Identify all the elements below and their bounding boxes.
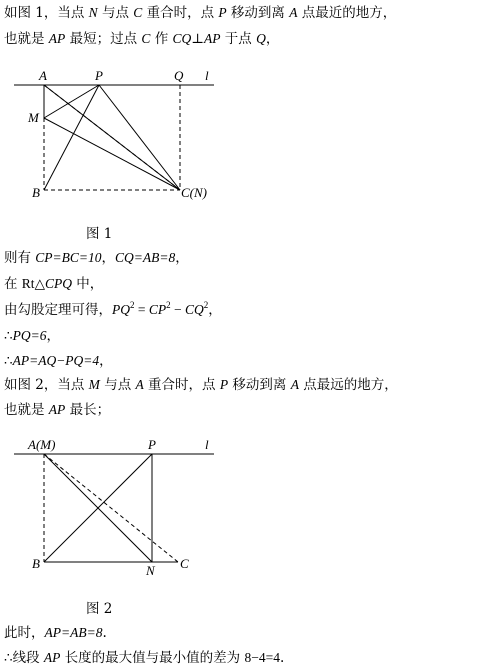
text: 移动到离 <box>226 5 290 21</box>
text: 如图 2，当点 <box>4 377 89 393</box>
label-AM: A(M) <box>28 437 56 452</box>
text: = <box>134 302 149 317</box>
var-C: C <box>141 31 151 46</box>
triangle-symbol: △ <box>34 276 45 291</box>
text-line-9 <box>4 401 110 419</box>
var-N: N <box>88 5 98 20</box>
var-AP: AP <box>48 402 66 417</box>
var-A: A <box>135 377 144 392</box>
text: ， <box>99 353 113 369</box>
figure-2-caption: 图 2 <box>86 601 113 617</box>
text-line-3 <box>4 249 189 267</box>
text: 于点 <box>220 31 257 47</box>
equation: CQ=AB=8 <box>115 250 176 265</box>
var-CQ: CQ <box>185 302 204 317</box>
therefore-symbol: ∴ <box>4 650 13 665</box>
segment-MC <box>44 118 180 190</box>
var-CP: CP <box>148 302 167 317</box>
text: 长度的最大值与最小值的差为 <box>60 650 245 666</box>
text-rt: Rt <box>21 276 35 291</box>
text: 中， <box>71 276 104 292</box>
perp-symbol: ⊥ <box>191 31 204 46</box>
text: 在 <box>4 276 22 292</box>
var-AP: AP <box>43 650 61 665</box>
var-Q: Q <box>256 31 266 46</box>
label-l: l <box>205 68 209 83</box>
figure-1-caption: 图 1 <box>86 226 113 242</box>
var-A: A <box>290 377 299 392</box>
exponent: 2 <box>166 300 171 310</box>
var-CPQ: CPQ <box>44 276 72 291</box>
text: − <box>170 302 186 317</box>
text: 与点 <box>99 377 136 393</box>
text-line-1 <box>4 4 396 22</box>
label-P: P <box>95 68 103 83</box>
text-line-8 <box>4 376 398 394</box>
equation: 8−4=4 <box>244 650 280 665</box>
var-AP: AP <box>48 31 66 46</box>
label-CN: C(N) <box>181 185 207 200</box>
var-P: P <box>219 377 229 392</box>
text: 最短；过点 <box>65 31 142 47</box>
var-CQ: CQ <box>172 31 192 46</box>
label-B: B <box>32 185 40 200</box>
text: ， <box>208 302 222 318</box>
label-B: B <box>32 556 40 571</box>
equation: PQ=6 <box>12 328 47 343</box>
text: 则有 <box>4 250 36 266</box>
text: 作 <box>150 31 173 47</box>
exponent: 2 <box>203 300 209 310</box>
var-C: C <box>133 5 143 20</box>
label-N: N <box>146 563 155 578</box>
text: . <box>279 650 285 666</box>
exponent: 2 <box>130 300 135 310</box>
var-AP: AP <box>203 31 221 46</box>
label-Q: Q <box>174 68 184 83</box>
text: ， <box>46 328 60 344</box>
var-M: M <box>88 377 100 392</box>
var-A: A <box>289 5 298 20</box>
text-line-10 <box>4 624 107 642</box>
label-M: M <box>28 110 39 125</box>
text: 与点 <box>97 5 134 21</box>
label-P: P <box>148 437 156 452</box>
text-line-2 <box>4 30 279 48</box>
text: 点最近的地方， <box>297 5 397 21</box>
therefore-symbol: ∴ <box>4 353 13 368</box>
text: 也就是 <box>4 31 49 47</box>
text: 此时， <box>4 625 45 641</box>
text: 点最远的地方， <box>298 377 398 393</box>
equation: AP=AB=8 <box>44 625 103 640</box>
text: 线段 <box>12 650 44 666</box>
segment-PB <box>44 85 99 190</box>
equation: AP=AQ−PQ=4 <box>12 353 100 368</box>
text-line-5 <box>4 301 222 319</box>
text: ， <box>175 250 189 266</box>
text: . <box>102 625 107 641</box>
text-line-4 <box>4 275 103 293</box>
segment-AC <box>44 454 178 562</box>
figure-2 <box>0 430 480 580</box>
text: 也就是 <box>4 402 49 418</box>
label-l: l <box>205 437 209 452</box>
text-line-7 <box>4 352 113 370</box>
text: 重合时，点 <box>143 377 220 393</box>
text: 由勾股定理可得， <box>4 302 112 318</box>
var-PQ: PQ <box>112 302 130 317</box>
text-line-11 <box>4 649 284 667</box>
figure-1 <box>0 62 480 207</box>
text: ， <box>265 31 280 47</box>
text: 重合时，点 <box>142 5 219 21</box>
var-P: P <box>218 5 227 20</box>
text: 如图 1，当点 <box>4 5 89 21</box>
therefore-symbol: ∴ <box>4 328 13 343</box>
text: 最长； <box>65 402 111 418</box>
text: 移动到离 <box>228 377 291 393</box>
equation: CP=BC=10 <box>35 250 102 265</box>
text: ， <box>101 250 116 266</box>
text-line-6 <box>4 327 60 345</box>
label-C: C <box>180 556 189 571</box>
label-A: A <box>39 68 47 83</box>
